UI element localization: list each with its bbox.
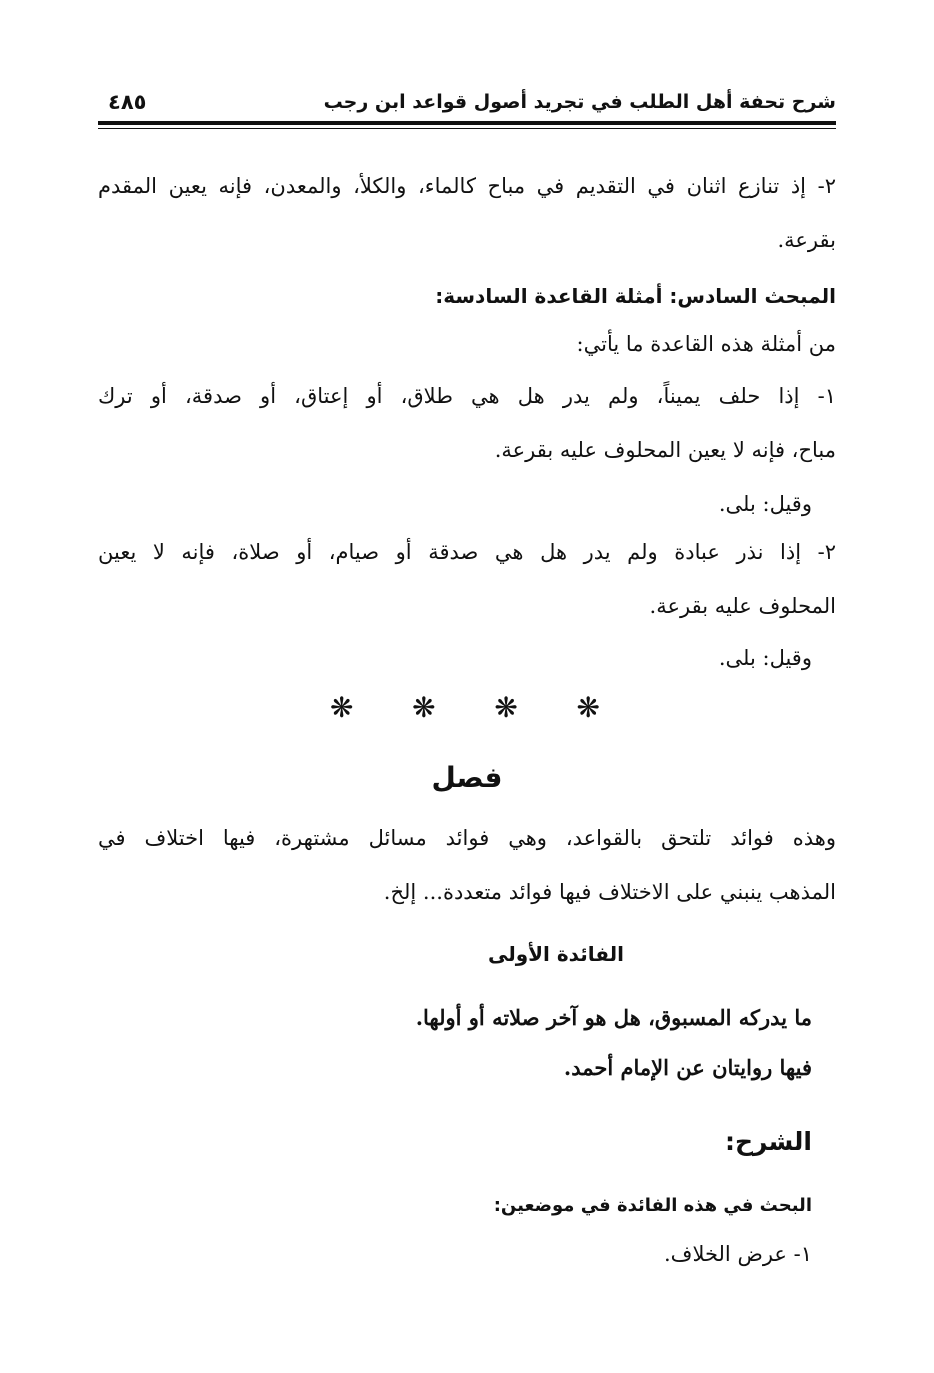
- paragraph-line: من أمثلة هذه القاعدة ما يأتي:: [576, 332, 836, 356]
- paragraph-line: وقيل: بلى.: [718, 646, 812, 670]
- page-number: ٤٨٥: [108, 90, 147, 114]
- star-ornament: ❋: [412, 691, 436, 724]
- paragraph-line: البحث في هذه الفائدة في موضعين:: [493, 1195, 812, 1216]
- section-divider-stars: [330, 690, 600, 726]
- paragraph-line: ١- عرض الخلاف.: [664, 1242, 812, 1266]
- paragraph-line: ١- إذا حلف يميناً، ولم يدر هل هي طلاق، أو إعتاق، أو صدقة، أو ترك: [98, 384, 836, 408]
- running-header: [98, 88, 836, 122]
- chapter-heading: فصل: [431, 761, 503, 794]
- header-rule-thick: [98, 121, 836, 125]
- commentary-heading: الشرح:: [725, 1127, 812, 1156]
- star-ornament: ❋: [576, 691, 600, 724]
- paragraph-line: بقرعة.: [777, 228, 836, 252]
- paragraph-line: ٢- إذ تنازع اثنان في التقديم في مباح كالماء، والكلأ، والمعدن، فإنه يعين المقدم: [98, 174, 836, 198]
- paragraph-line: المذهب ينبني على الاختلاف فيها فوائد متعددة... إلخ.: [383, 880, 836, 904]
- paragraph-line: ما يدركه المسبوق، هل هو آخر صلاته أو أولها.: [415, 1005, 812, 1030]
- star-ornament: ❋: [494, 691, 518, 724]
- paragraph-line: ٢- إذا نذر عبادة ولم يدر هل هي صدقة أو صيام، أو صلاة، فإنه لا يعين: [98, 540, 836, 564]
- header-book-title: شرح تحفة أهل الطلب في تجريد أصول قواعد ابن رجب: [323, 91, 836, 113]
- paragraph-line: مباح، فإنه لا يعين المحلوف عليه بقرعة.: [494, 438, 836, 462]
- paragraph-line: وهذه فوائد تلتحق بالقواعد، وهي فوائد مسائل مشتهرة، فيها اختلاف في: [98, 826, 836, 850]
- paragraph-line: المحلوف عليه بقرعة.: [649, 594, 836, 618]
- paragraph-line: وقيل: بلى.: [718, 492, 812, 516]
- paragraph-line: فيها روايتان عن الإمام أحمد.: [563, 1055, 812, 1080]
- star-ornament: ❋: [330, 691, 354, 724]
- subheading: الفائدة الأولى: [487, 942, 624, 966]
- header-rule-thin: [98, 128, 836, 129]
- section-heading: المبحث السادس: أمثلة القاعدة السادسة:: [435, 284, 836, 308]
